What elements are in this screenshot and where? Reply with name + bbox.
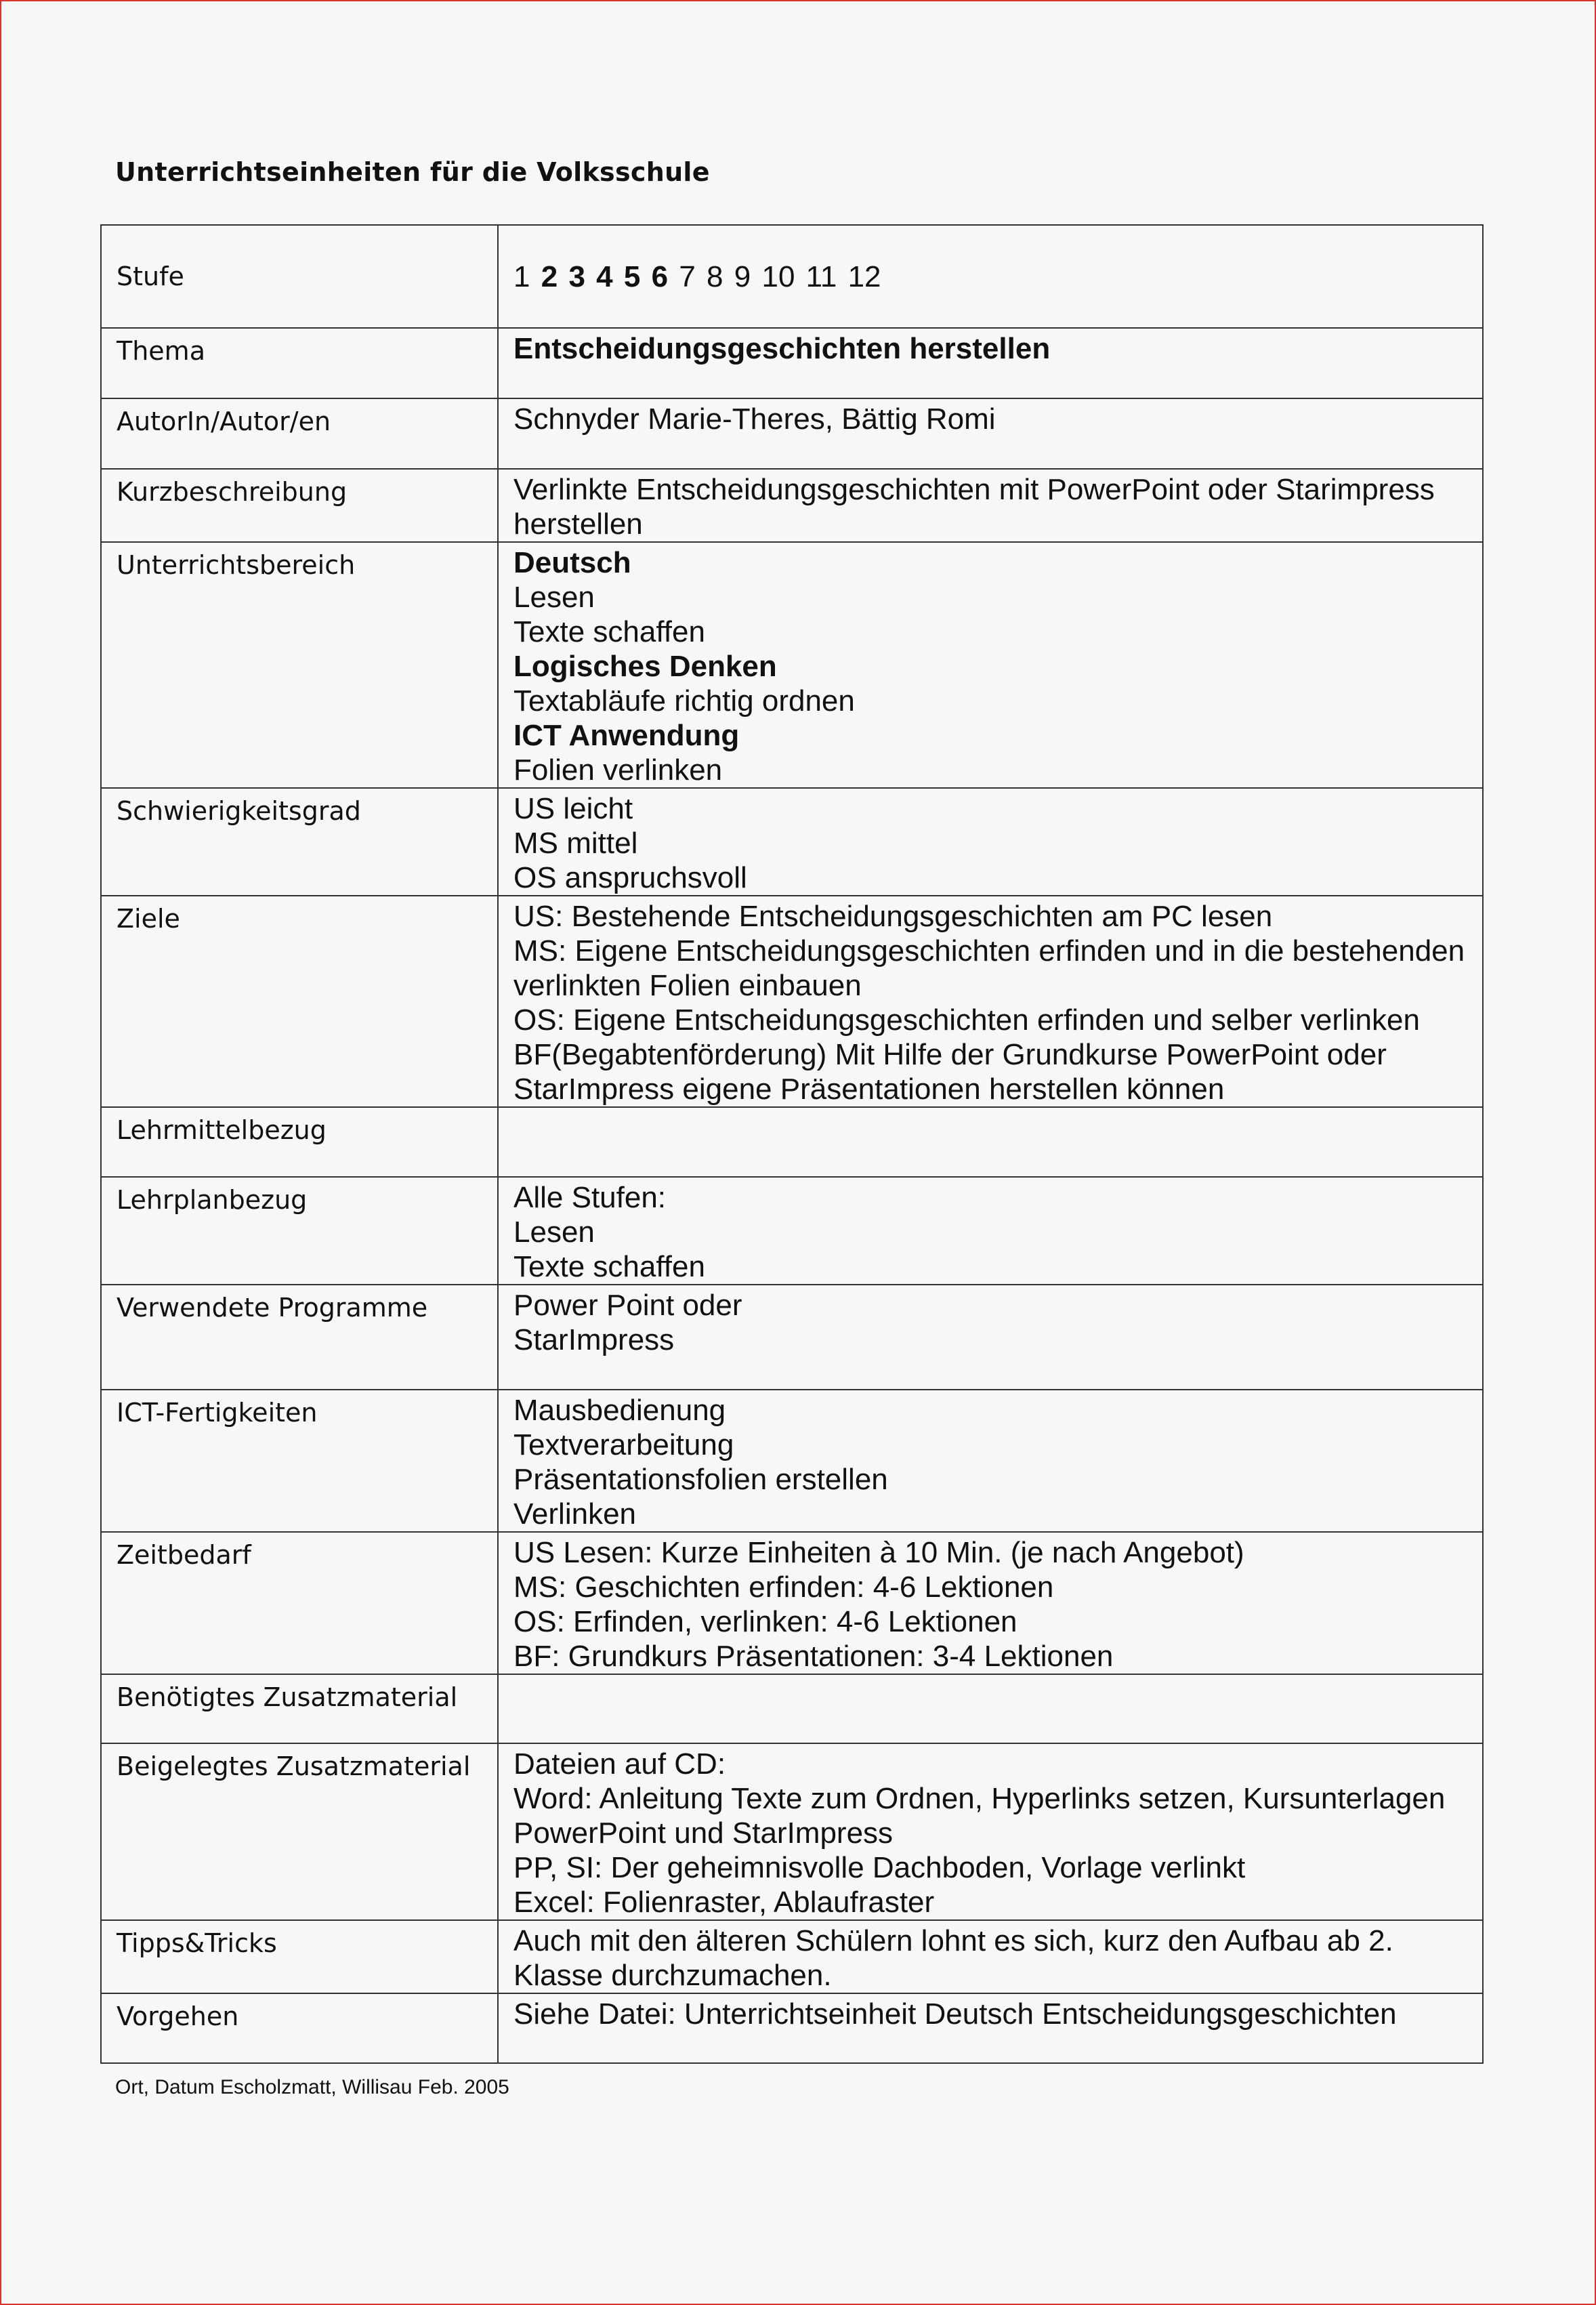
value-line: Texte schaffen	[513, 615, 705, 648]
row-label: Benötigtes Zusatzmaterial	[101, 1674, 498, 1743]
row-label: Ziele	[101, 896, 498, 1107]
table-row	[101, 1107, 1483, 1177]
row-label: Kurzbeschreibung	[101, 469, 498, 542]
row-value	[498, 1674, 1483, 1743]
value-line: Schnyder Marie-Theres, Bättig Romi	[513, 402, 996, 436]
row-label: Verwendete Programme	[101, 1285, 498, 1390]
row-value	[498, 1390, 1483, 1532]
value-line: Präsentationsfolien erstellen	[513, 1463, 888, 1496]
table-row	[101, 398, 1483, 469]
value-line: Word: Anleitung Texte zum Ordnen, Hyperlinks setzen, Kursunterlagen	[513, 1782, 1446, 1815]
table-row	[101, 896, 1483, 1107]
table-row	[101, 1674, 1483, 1743]
table-row	[101, 328, 1483, 398]
row-label: Lehrplanbezug	[101, 1177, 498, 1285]
value-line: Auch mit den älteren Schülern lohnt es sich, kurz den Aufbau ab 2.	[513, 1924, 1393, 1957]
row-label: ICT-Fertigkeiten	[101, 1390, 498, 1532]
row-label: Lehrmittelbezug	[101, 1107, 498, 1177]
value-line: Verlinkte Entscheidungsgeschichten mit PowerPoint oder Starimpress	[513, 473, 1435, 506]
value-line: verlinkten Folien einbauen	[513, 969, 862, 1002]
row-label: Thema	[101, 328, 498, 398]
value-line: Texte schaffen	[513, 1250, 705, 1283]
value-line: herstellen	[513, 507, 643, 541]
row-value	[498, 788, 1483, 896]
row-label: Stufe	[101, 225, 498, 328]
value-line: StarImpress eigene Präsentationen herstellen können	[513, 1073, 1225, 1106]
stufe-level: 3	[568, 259, 585, 293]
stufe-level: 5	[623, 259, 641, 293]
table-row-stufe	[101, 225, 1483, 328]
value-line: PP, SI: Der geheimnisvolle Dachboden, Vorlage verlinkt	[513, 1851, 1246, 1884]
value-line: MS: Eigene Entscheidungsgeschichten erfinden und in die bestehenden	[513, 934, 1465, 968]
stufe-level: 1	[513, 259, 530, 293]
row-label: Beigelegtes Zusatzmaterial	[101, 1743, 498, 1920]
value-line: Logisches Denken	[513, 650, 777, 683]
stufe-level: 4	[596, 259, 613, 293]
table-row	[101, 1390, 1483, 1532]
row-value	[498, 896, 1483, 1107]
stufe-level: 7	[679, 259, 696, 293]
value-line: US Lesen: Kurze Einheiten à 10 Min. (je nach Angebot)	[513, 1536, 1244, 1569]
value-line: OS: Eigene Entscheidungsgeschichten erfinden und selber verlinken	[513, 1003, 1420, 1037]
value-line: Lesen	[513, 581, 595, 614]
stufe-level: 2	[541, 259, 558, 293]
table-row	[101, 1920, 1483, 1993]
table-row	[101, 1285, 1483, 1390]
value-line: Siehe Datei: Unterrichtseinheit Deutsch Entscheidungsgeschichten	[513, 1997, 1397, 2031]
row-label: Schwierigkeitsgrad	[101, 788, 498, 896]
document-title: Unterrichtseinheiten für die Volksschule	[115, 157, 710, 187]
stufe-level: 11	[805, 259, 837, 293]
table-row	[101, 788, 1483, 896]
table-row	[101, 542, 1483, 788]
row-value	[498, 1920, 1483, 1993]
unit-table-body	[101, 225, 1483, 2063]
row-label: Vorgehen	[101, 1993, 498, 2063]
table-row	[101, 1532, 1483, 1674]
value-line: Dateien auf CD:	[513, 1747, 726, 1781]
value-line: Deutsch	[513, 546, 631, 579]
value-line: US leicht	[513, 792, 633, 825]
value-line: Textabläufe richtig ordnen	[513, 684, 855, 718]
stufe-level: 10	[761, 259, 795, 293]
footer-place-date: Ort, Datum Escholzmatt, Willisau Feb. 2005	[115, 2076, 509, 2098]
value-line: MS mittel	[513, 827, 638, 860]
row-value	[498, 1285, 1483, 1390]
value-line: Textverarbeitung	[513, 1428, 734, 1461]
table-row	[101, 469, 1483, 542]
value-line: Excel: Folienraster, Ablaufraster	[513, 1886, 935, 1919]
row-value	[498, 1743, 1483, 1920]
table-row	[101, 1743, 1483, 1920]
value-line: Mausbedienung	[513, 1394, 726, 1427]
value-line: BF: Grundkurs Präsentationen: 3-4 Lektionen	[513, 1640, 1114, 1673]
value-line: ICT Anwendung	[513, 719, 740, 752]
row-value	[498, 1177, 1483, 1285]
stufe-level: 12	[847, 259, 881, 293]
stufe-level: 6	[651, 259, 669, 293]
value-line: OS anspruchsvoll	[513, 861, 747, 894]
value-line: BF(Begabtenförderung) Mit Hilfe der Grundkurse PowerPoint oder	[513, 1038, 1387, 1071]
stufe-levels	[498, 225, 1483, 328]
row-label: Tipps&Tricks	[101, 1920, 498, 1993]
row-value	[498, 1532, 1483, 1674]
row-label: Unterrichtsbereich	[101, 542, 498, 788]
stufe-level: 8	[707, 259, 723, 293]
value-line: StarImpress	[513, 1323, 675, 1356]
row-value	[498, 469, 1483, 542]
value-line: Entscheidungsgeschichten herstellen	[513, 332, 1051, 365]
row-value	[498, 328, 1483, 398]
value-line: Verlinken	[513, 1497, 637, 1531]
row-value	[498, 542, 1483, 788]
value-line: Alle Stufen:	[513, 1181, 667, 1214]
row-value	[498, 1993, 1483, 2063]
row-value	[498, 398, 1483, 469]
table-row	[101, 1177, 1483, 1285]
table-row	[101, 1993, 1483, 2063]
value-line: Power Point oder	[513, 1289, 742, 1322]
unit-table	[100, 224, 1484, 2064]
stufe-level: 9	[734, 259, 751, 293]
value-line: OS: Erfinden, verlinken: 4-6 Lektionen	[513, 1605, 1017, 1638]
row-label: Zeitbedarf	[101, 1532, 498, 1674]
value-line: US: Bestehende Entscheidungsgeschichten am PC lesen	[513, 900, 1273, 933]
value-line: Lesen	[513, 1216, 595, 1249]
value-line: MS: Geschichten erfinden: 4-6 Lektionen	[513, 1571, 1054, 1604]
row-label: AutorIn/Autor/en	[101, 398, 498, 469]
value-line: PowerPoint und StarImpress	[513, 1816, 894, 1850]
row-value	[498, 1107, 1483, 1177]
value-line: Folien verlinken	[513, 753, 723, 787]
value-line: Klasse durchzumachen.	[513, 1959, 832, 1992]
